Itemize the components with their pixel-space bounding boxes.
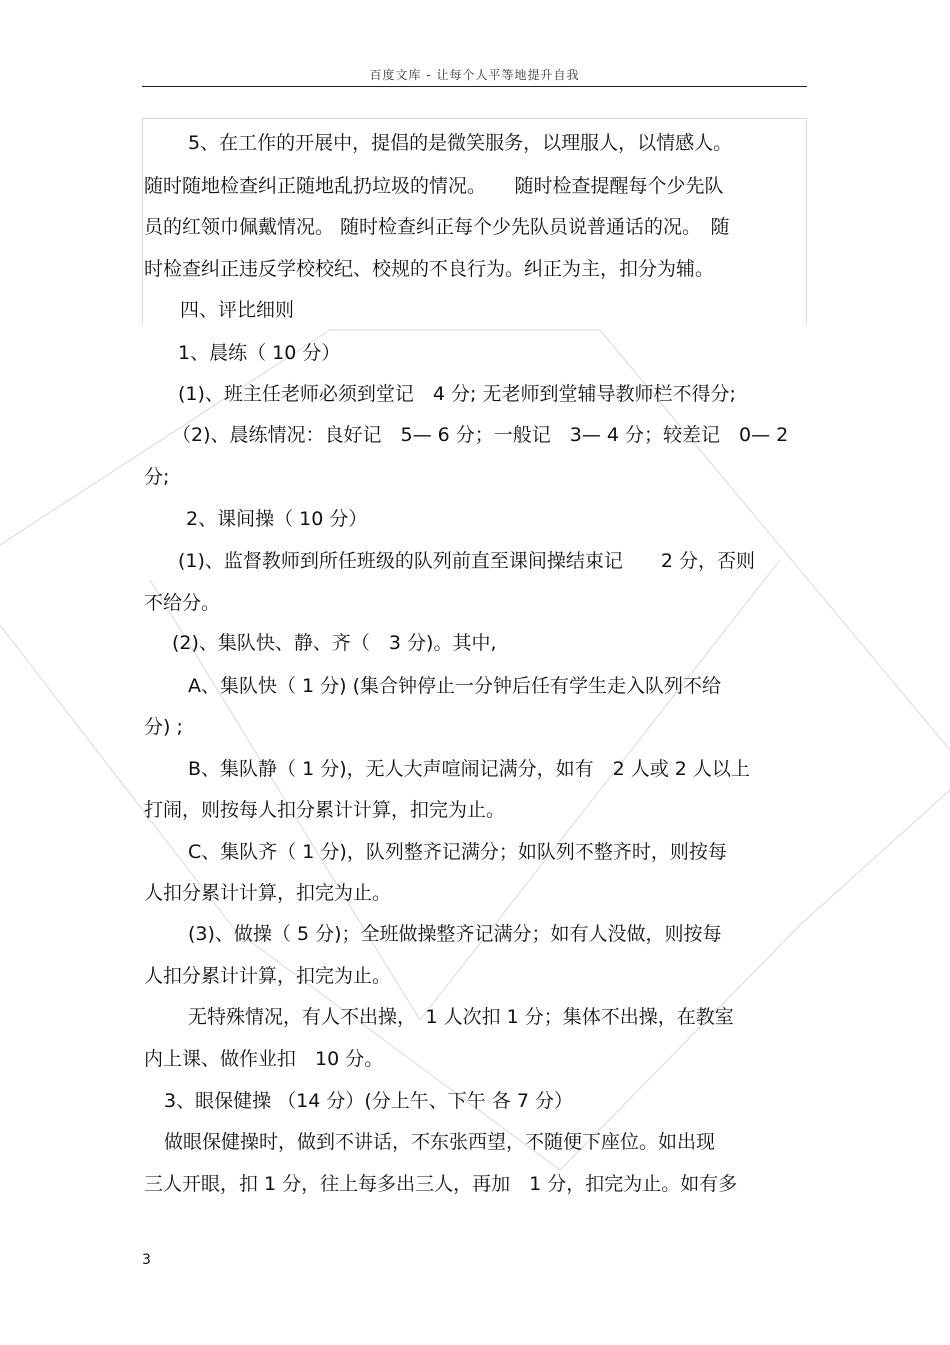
text-line-7: (1)、班主任老师必须到堂记 4 分; 无老师到堂辅导教师栏不得分; [178,383,736,405]
text-line-23: 内上课、做作业扣 10 分。 [144,1048,384,1070]
text-line-19: 人扣分累计计算，扣完为止。 [144,882,392,904]
text-line-9: 分; [144,466,170,488]
text-line-12: 不给分。 [144,592,221,614]
text-line-1: 5、在工作的开展中，提倡的是微笑服务，以理服人，以情感人。 [188,132,733,154]
text-line-21: 人扣分累计计算，扣完为止。 [144,965,392,987]
text-line-14: A、集队快（ 1 分) (集合钟停止一分钟后任有学生走入队列不给 [188,675,722,697]
item-heading-break-exercise: 2、课间操（ 10 分） [186,508,368,530]
text-line-13: (2)、集队快、静、齐（ 3 分)。其中, [172,632,497,654]
text-line-8: （2)、晨练情况：良好记 5— 6 分；一般记 3— 4 分；较差记 0— 2 [172,424,789,446]
text-line-26: 三人开眼，扣 1 分，往上每多出三人，再加 1 分，扣完为止。如有多 [144,1173,738,1195]
text-line-3: 员的红领巾佩戴情况。 随时检查纠正每个少先队员说普通话的况。 随 [144,216,730,238]
header-divider [142,86,807,87]
page-header: 百度文库 - 让每个人平等地提升自我 [369,68,580,82]
text-line-22: 无特殊情况，有人不出操， 1 人次扣 1 分；集体不出操，在教室 [188,1006,734,1028]
text-line-17: 打闹，则按每人扣分累计计算，扣完为止。 [144,799,506,821]
section-heading-4: 四、评比细则 [180,299,295,321]
text-line-2: 随时随地检查纠正随地乱扔垃圾的情况。 随时检查提醒每个少先队 [144,175,724,197]
page-number: 3 [142,1252,151,1268]
text-line-18: C、集队齐（ 1 分)，队列整齐记满分；如队列不整齐时，则按每 [188,841,727,863]
text-line-11: (1)、监督教师到所任班级的队列前直至课间操结束记 2 分，否则 [178,550,756,572]
text-line-4: 时检查纠正违反学校校纪、校规的不良行为。纠正为主，扣分为辅。 [144,258,715,280]
item-heading-eye-exercise: 3、眼保健操 （14 分）(分上午、下午 各 7 分） [164,1090,573,1112]
text-line-25: 做眼保健操时，做到不讲话，不东张西望，不随便下座位。如出现 [164,1131,716,1153]
item-heading-morning-exercise: 1、晨练（ 10 分） [178,342,341,364]
text-line-16: B、集队静（ 1 分)，无人大声喧闹记满分，如有 2 人或 2 人以上 [188,758,750,780]
text-line-15: 分) ; [144,716,183,738]
text-line-20: (3)、做操（ 5 分)；全班做操整齐记满分；如有人没做，则按每 [188,923,722,945]
